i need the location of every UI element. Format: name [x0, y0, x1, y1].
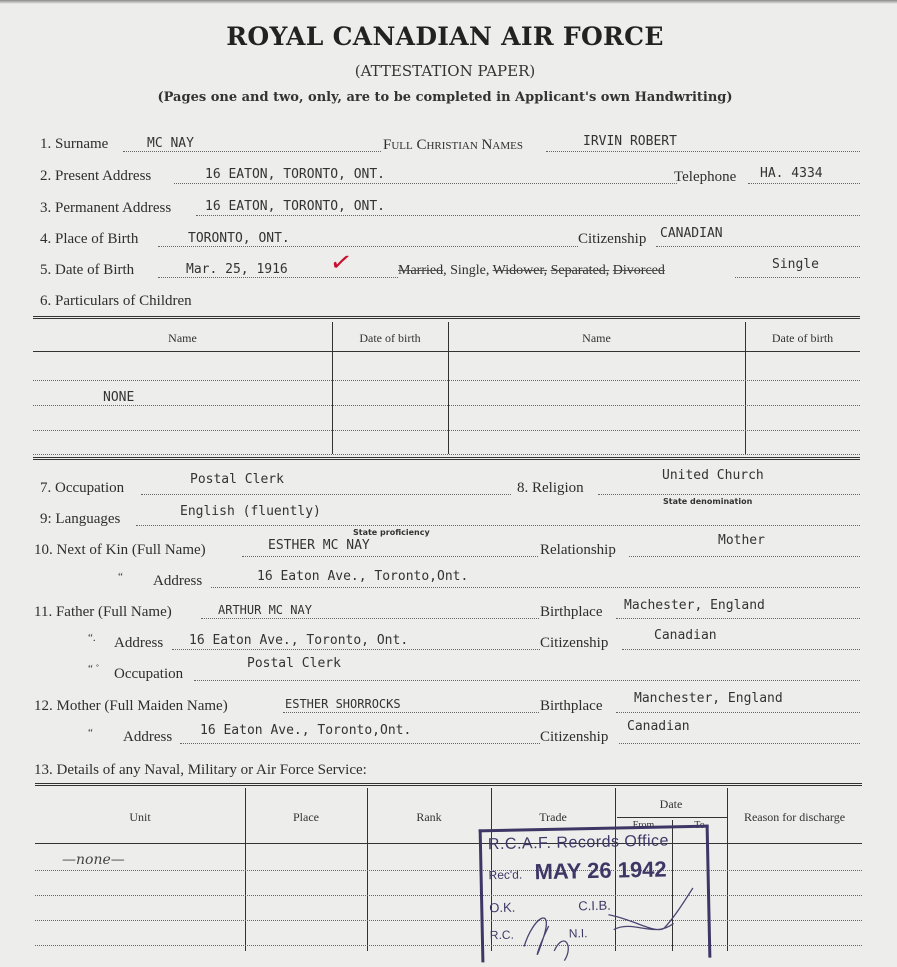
children-table-bottom-rule: [33, 457, 860, 460]
service-label: 13. Details of any Naval, Military or Air Force Service:: [34, 762, 367, 778]
relationship-value: Mother: [718, 533, 765, 548]
children-row-line: [33, 430, 860, 431]
telephone-value: HA. 4334: [760, 166, 823, 181]
date-of-birth-line: [158, 277, 398, 278]
mother-address-value: 16 Eaton Ave., Toronto,Ont.: [200, 723, 412, 738]
relationship-line: [629, 556, 860, 557]
service-header-reason: Reason for discharge: [743, 810, 846, 824]
surname-value: MC NAY: [147, 136, 194, 151]
permanent-address-value: 16 EATON, TORONTO, ONT.: [205, 199, 386, 214]
stamp-rc-label: R.C.: [489, 927, 514, 943]
signature-scribble-icon: [513, 883, 705, 967]
father-birthplace-value: Machester, England: [624, 598, 765, 613]
children-header-name-2: Name: [582, 331, 611, 345]
mother-label: 12. Mother (Full Maiden Name): [34, 698, 228, 714]
option-widower: Widower,: [492, 263, 548, 278]
father-citizenship-label: Citizenship: [540, 635, 609, 651]
service-header-place: Place: [293, 810, 319, 824]
father-occupation-line: [194, 680, 860, 681]
religion-line: [598, 494, 860, 495]
telephone-line: [748, 183, 860, 184]
occupation-line: [141, 494, 511, 495]
ditto-mark: “: [118, 571, 123, 583]
languages-line: [136, 525, 860, 526]
present-address-label: 2. Present Address: [40, 168, 152, 184]
mother-birthplace-label: Birthplace: [540, 698, 603, 714]
stamp-date: MAY 26 1942: [534, 856, 667, 885]
place-of-birth-value: TORONTO, ONT.: [188, 231, 290, 246]
marital-status-line: [735, 277, 860, 278]
father-address-line: [172, 649, 540, 650]
mother-birthplace-line: [616, 712, 860, 713]
option-single: Single,: [450, 263, 490, 278]
stamp-cib-label: C.I.B.: [578, 897, 611, 914]
citizenship-label: Citizenship: [578, 231, 647, 247]
ditto-mark: “ ˚: [88, 663, 100, 675]
service-row-line: [35, 895, 862, 896]
service-date-subrule: [617, 817, 727, 818]
languages-label: 9: Languages: [40, 511, 121, 527]
christian-names-line: [546, 151, 860, 152]
father-value: ARTHUR MC NAY: [218, 603, 312, 617]
permanent-address-label: 3. Permanent Address: [40, 200, 172, 216]
kin-address-value: 16 Eaton Ave., Toronto,Ont.: [257, 569, 469, 584]
form-title: ROYAL CANADIAN AIR FORCE: [226, 22, 664, 51]
service-header-unit: Unit: [129, 810, 151, 824]
kin-address-label: Address: [153, 573, 203, 589]
children-row-line: [33, 380, 860, 381]
mother-address-line: [180, 743, 540, 744]
relationship-label: Relationship: [540, 542, 616, 558]
service-header-rank: Rank: [416, 810, 442, 824]
telephone-label: Telephone: [674, 169, 737, 185]
service-table-top-rule: [35, 783, 862, 786]
children-header-rule: [33, 351, 860, 352]
christian-names-label: Full Christian Names: [383, 137, 523, 153]
marital-status-value: Single: [772, 257, 819, 272]
father-occupation-label: Occupation: [114, 666, 184, 682]
mother-citizenship-label: Citizenship: [540, 729, 609, 745]
father-occupation-value: Postal Clerk: [247, 656, 341, 671]
place-of-birth-line: [158, 246, 578, 247]
children-header-dob-2: Date of birth: [771, 331, 834, 345]
father-address-value: 16 Eaton Ave., Toronto, Ont.: [189, 633, 409, 648]
option-married: Married: [398, 263, 444, 278]
religion-hint: State denomination: [663, 497, 753, 506]
mother-citizenship-value: Canadian: [627, 719, 690, 734]
service-row-value: —none—: [62, 852, 125, 868]
service-header-trade: Trade: [539, 810, 567, 824]
service-row-line: [35, 870, 862, 871]
surname-label: 1. Surname: [40, 136, 109, 152]
service-row-line: [35, 945, 862, 946]
occupation-value: Postal Clerk: [190, 472, 284, 487]
marital-status-options: Married, Single, Widower, Separated, Divorced: [398, 263, 665, 278]
place-of-birth-label: 4. Place of Birth: [40, 231, 139, 247]
religion-label: 8. Religion: [517, 480, 584, 496]
permanent-address-line: [196, 215, 860, 216]
children-row-line: [33, 405, 860, 406]
languages-value: English (fluently): [180, 504, 321, 519]
children-header-dob: Date of birth: [359, 331, 421, 345]
father-citizenship-value: Canadian: [654, 628, 717, 643]
father-line: [201, 618, 539, 619]
father-label: 11. Father (Full Name): [34, 604, 172, 620]
father-birthplace-label: Birthplace: [540, 604, 603, 620]
records-office-stamp: [479, 825, 712, 963]
service-row-line: [35, 920, 862, 921]
ditto-mark: “.: [88, 632, 96, 644]
next-of-kin-line: [242, 556, 538, 557]
father-citizenship-line: [622, 649, 860, 650]
stamp-ok-label: O.K.: [489, 899, 516, 916]
service-header-rule: [35, 843, 862, 844]
date-of-birth-label: 5. Date of Birth: [40, 262, 135, 278]
children-table-top-rule: [33, 316, 860, 319]
mother-citizenship-line: [619, 743, 860, 744]
option-divorced: Divorced: [612, 263, 665, 278]
scan-edge-shadow: [0, 0, 897, 4]
mother-value: ESTHER SHORROCKS: [285, 697, 401, 711]
citizenship-line: [656, 246, 860, 247]
religion-value: United Church: [662, 468, 764, 483]
mother-birthplace-value: Manchester, England: [634, 691, 783, 706]
children-header-name: Name: [168, 331, 197, 345]
option-separated: Separated,: [550, 263, 610, 278]
red-check-mark-icon: ✓: [327, 246, 355, 280]
present-address-line: [174, 183, 677, 184]
stamp-ni-label: N.I.: [568, 926, 588, 941]
service-header-to: To: [694, 820, 705, 831]
service-header-date: Date: [659, 797, 683, 811]
citizenship-value: CANADIAN: [660, 226, 723, 241]
present-address-value: 16 EATON, TORONTO, ONT.: [205, 167, 386, 182]
service-header-from: From: [632, 820, 655, 831]
christian-names-value: IRVIN ROBERT: [583, 134, 677, 149]
stamp-recd-label: Rec'd.: [488, 867, 523, 883]
stamp-office: R.C.A.F. Records Office: [487, 832, 670, 854]
next-of-kin-label: 10. Next of Kin (Full Name): [34, 542, 206, 558]
form-subtitle: (ATTESTATION PAPER): [354, 62, 536, 80]
children-row-value: NONE: [103, 390, 135, 405]
languages-hint: State proficiency: [353, 528, 430, 537]
mother-line: [283, 712, 539, 713]
ditto-mark: “: [88, 727, 93, 739]
occupation-label: 7. Occupation: [40, 480, 125, 496]
next-of-kin-value: ESTHER MC NAY: [268, 538, 370, 553]
children-row-line: [33, 454, 860, 455]
father-address-label: Address: [114, 635, 164, 651]
date-of-birth-value: Mar. 25, 1916: [186, 262, 288, 277]
mother-address-label: Address: [123, 729, 173, 745]
kin-address-line: [211, 587, 860, 588]
children-label: 6. Particulars of Children: [40, 293, 192, 309]
form-instruction: (Pages one and two, only, are to be completed in Applicant's own Handwriting): [157, 90, 733, 105]
surname-line: [123, 151, 381, 152]
father-birthplace-line: [616, 618, 860, 619]
